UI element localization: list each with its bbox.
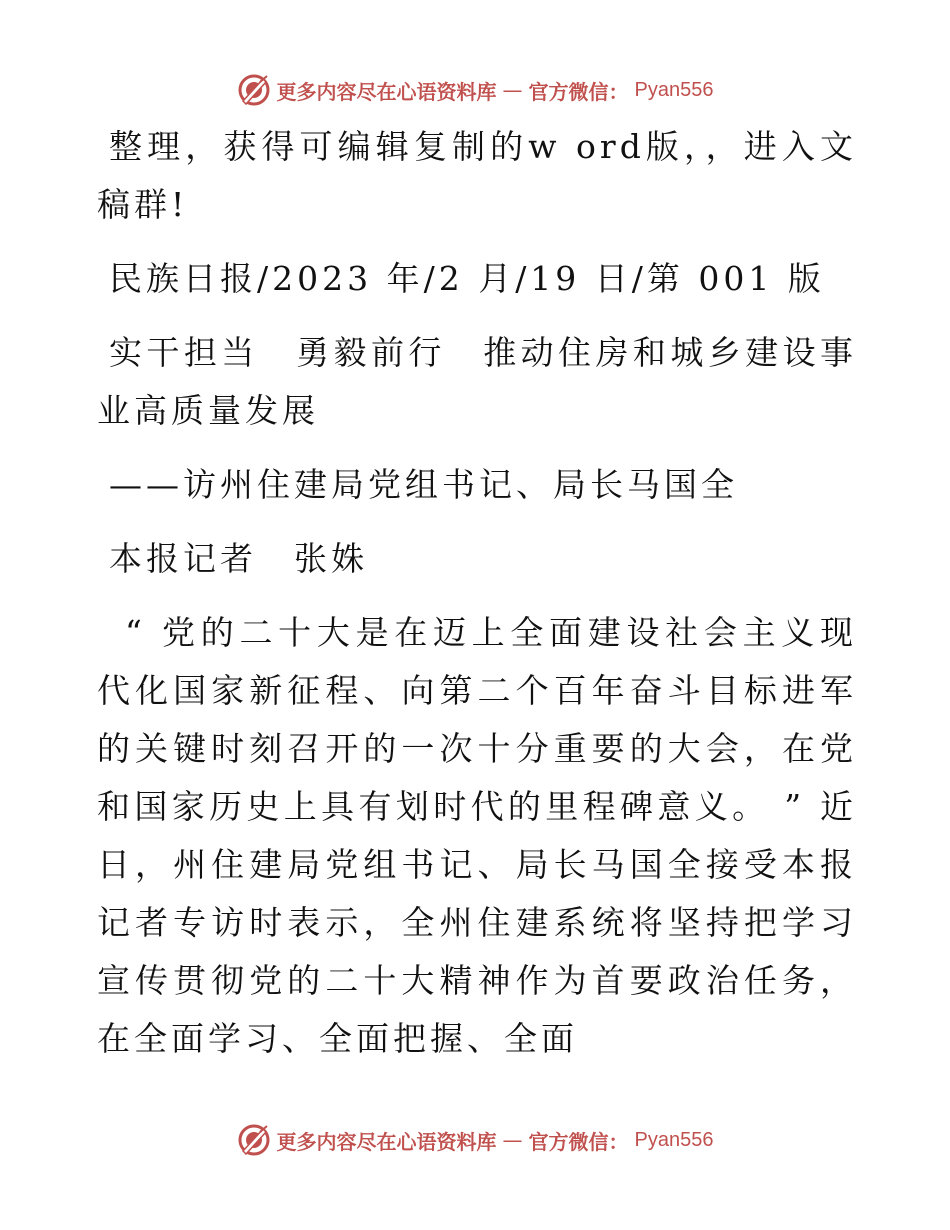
watermark-account: Pyan556 bbox=[634, 1128, 714, 1151]
document-body bbox=[97, 118, 857, 1084]
header-watermark bbox=[0, 70, 950, 110]
watermark-wechat-label: 官方微信： bbox=[528, 79, 629, 104]
intro-paragraph: 整理，获得可编辑复制的w ord版，，进入文稿群! bbox=[97, 127, 857, 224]
pen-seal-icon bbox=[237, 1123, 271, 1157]
article-paragraph: “ 党的二十大是在迈上全面建设社会主义现代化国家新征程、向第二个百年奋斗目标进军的关键时刻召开的一次十分重要的大会，在党和国家历史上具有划时代的里程碑意义。 ” 近日，州住建局党组书记、局长马国全接受本报记者专访时表示，全州住建系统将坚持把学习宣传贯彻党的二十大精神作为首要政治任务，在全面学习、全面把握、全面 bbox=[97, 613, 857, 1058]
pen-seal-icon bbox=[237, 73, 271, 107]
watermark-wechat-label: 官方微信： bbox=[528, 1129, 629, 1154]
article-headline: 实干担当 勇毅前行 推动住房和城乡建设事业高质量发展 bbox=[97, 333, 857, 430]
footer-watermark bbox=[0, 1120, 950, 1160]
watermark-separator: — bbox=[502, 78, 523, 102]
watermark-account: Pyan556 bbox=[634, 78, 714, 101]
article-byline: 本报记者 张姝 bbox=[109, 539, 368, 578]
source-line: 民族日报/2023 年/2 月/19 日/第 001 版 bbox=[109, 259, 825, 298]
watermark-separator: — bbox=[502, 1128, 523, 1152]
article-subtitle: ——访州住建局党组书记、局长马国全 bbox=[109, 465, 738, 504]
watermark-brand: 更多内容尽在心语资料库 bbox=[276, 1129, 497, 1154]
watermark-brand: 更多内容尽在心语资料库 bbox=[276, 79, 497, 104]
